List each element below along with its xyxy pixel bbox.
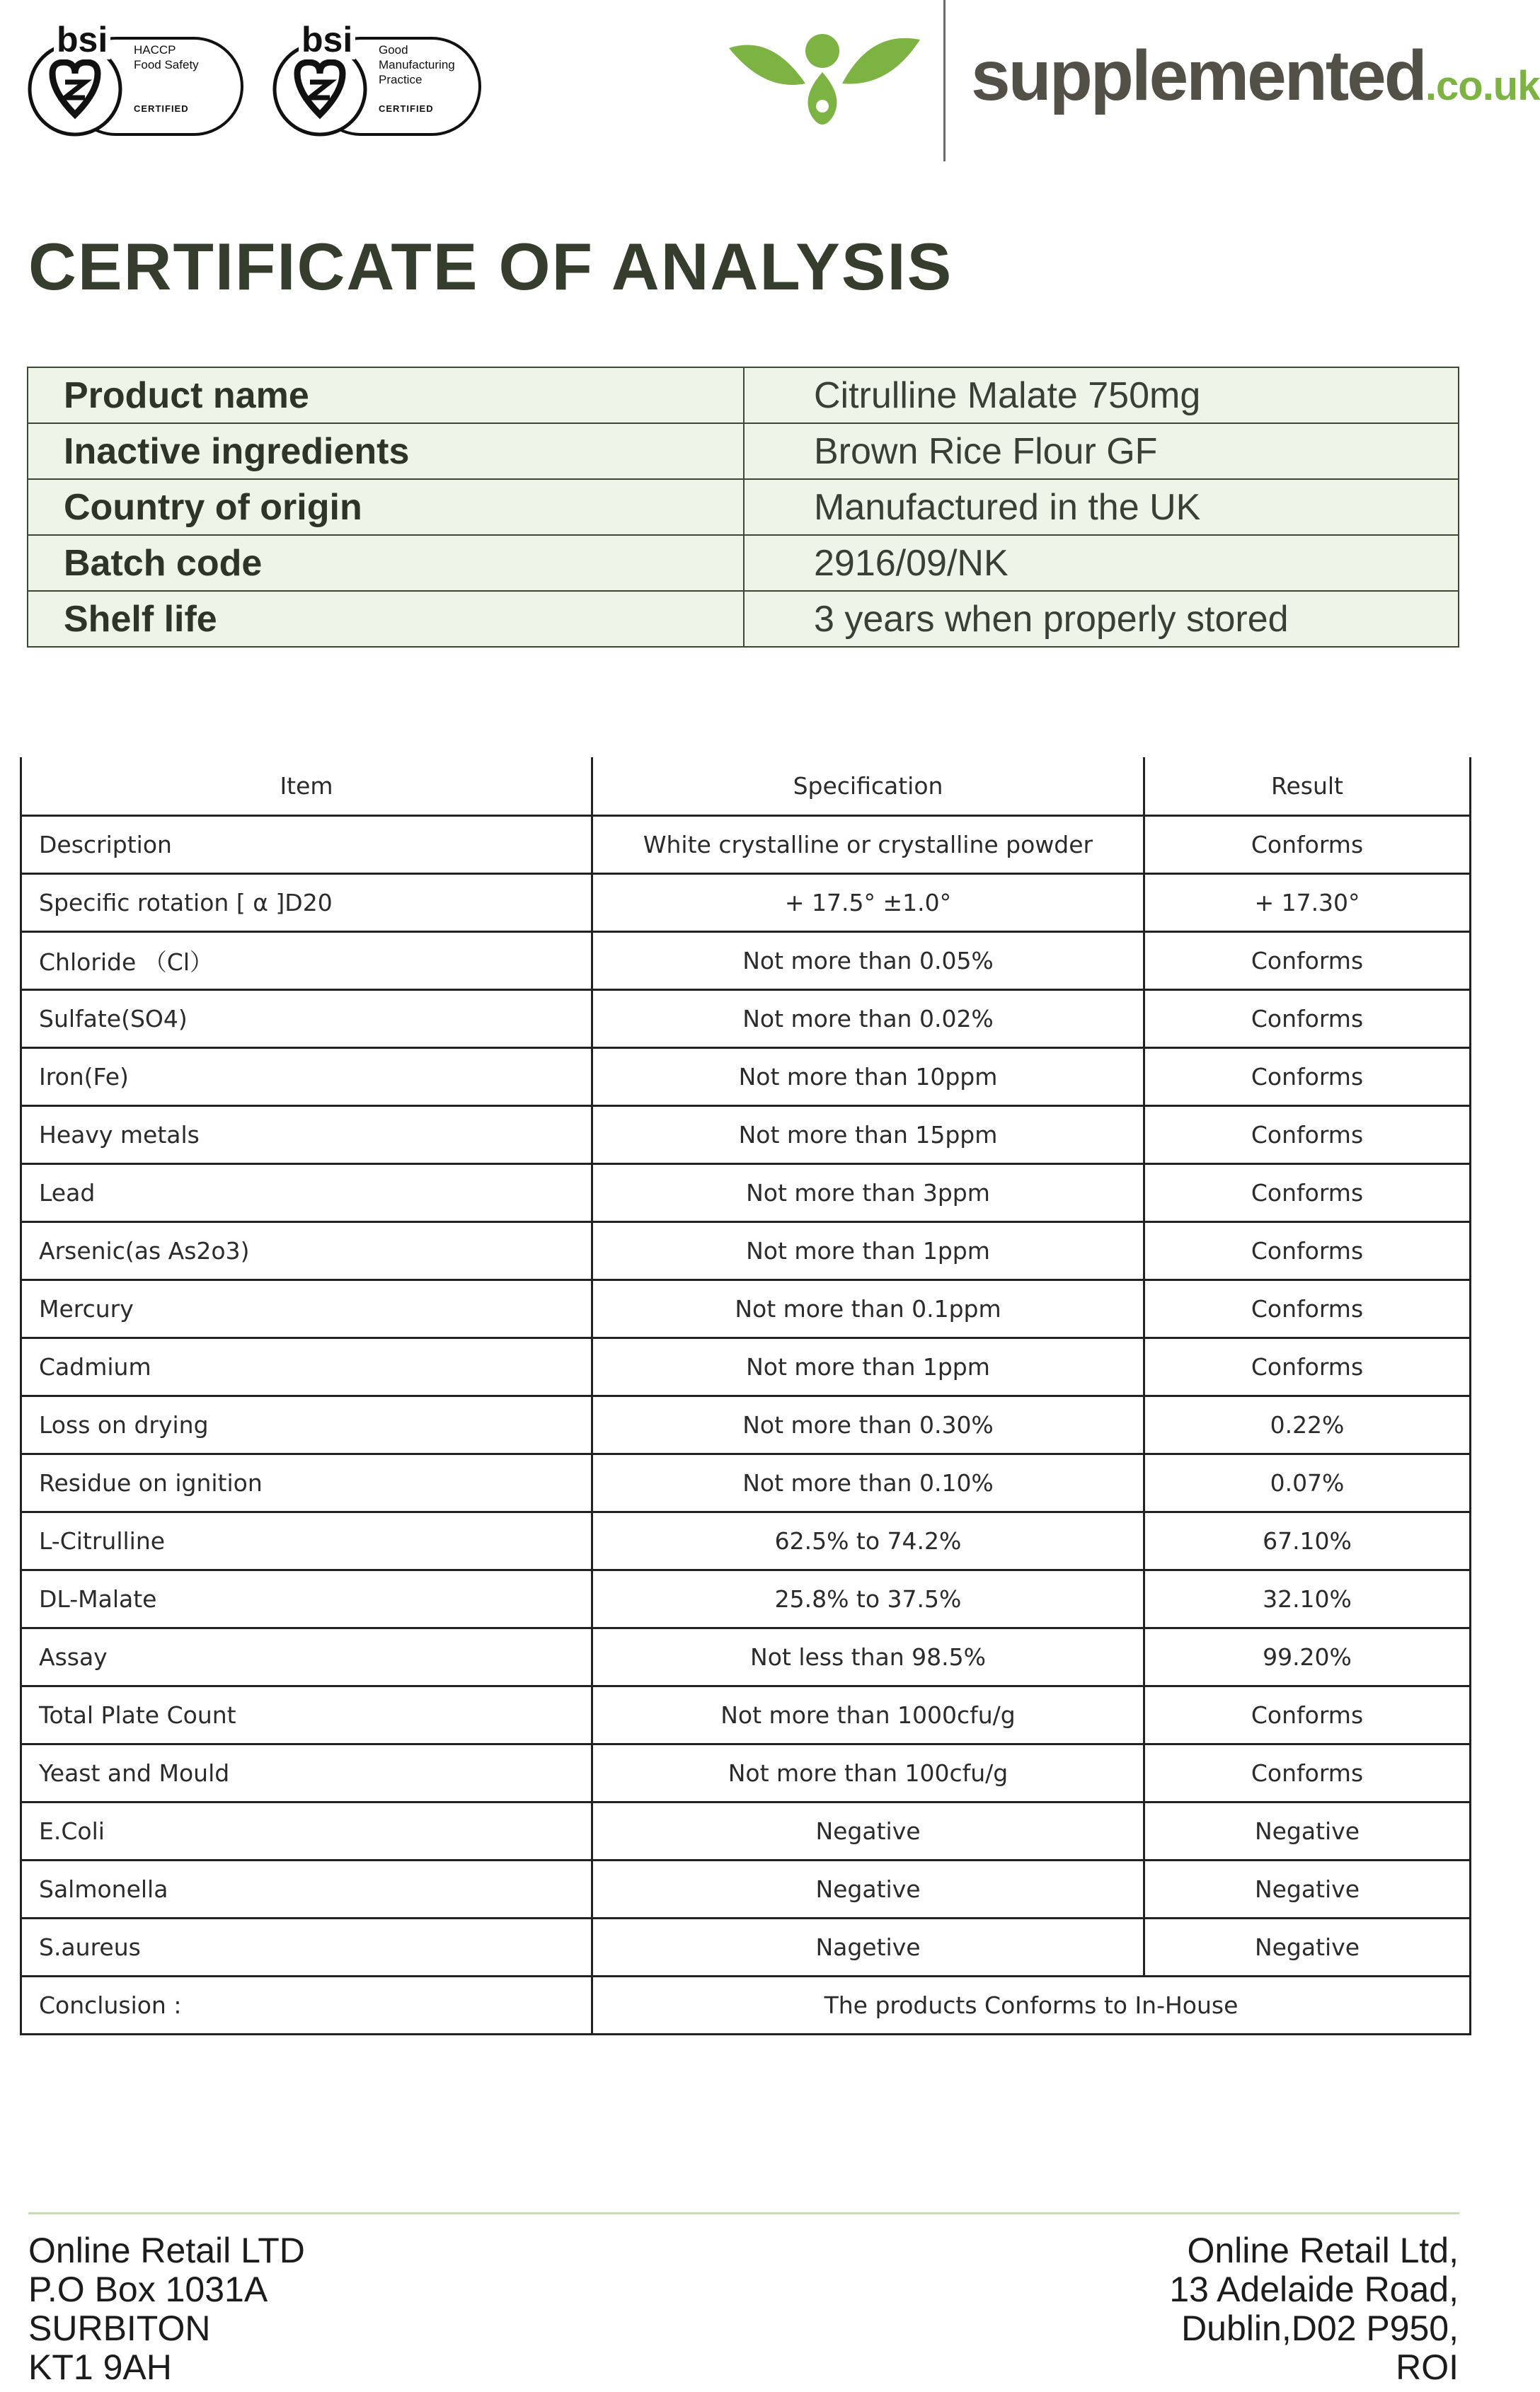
test-result: 0.22%	[1144, 1396, 1471, 1454]
badge-line: Practice	[379, 73, 423, 86]
test-result: Conforms	[1144, 989, 1471, 1047]
badge-caption	[379, 42, 455, 87]
test-specification: 25.8% to 37.5%	[592, 1570, 1144, 1628]
test-specification: Negative	[592, 1802, 1144, 1860]
column-header-item: Item	[21, 757, 592, 815]
badge-line: Good	[379, 43, 408, 57]
test-specification: Not more than 10ppm	[592, 1047, 1144, 1105]
test-item: Assay	[21, 1628, 592, 1686]
test-result: Negative	[1144, 1802, 1471, 1860]
footer-divider	[28, 2212, 1459, 2214]
address-line: KT1 9AH	[28, 2347, 172, 2387]
test-specification: Not more than 0.1ppm	[592, 1280, 1144, 1338]
badge-line: Manufacturing	[379, 58, 455, 71]
test-result: + 17.30°	[1144, 873, 1471, 931]
test-item: Cadmium	[21, 1338, 592, 1396]
table-row	[21, 873, 1471, 931]
test-specification: Not more than 1000cfu/g	[592, 1686, 1144, 1744]
gmp-certification-badge	[269, 20, 481, 136]
test-result: Negative	[1144, 1918, 1471, 1976]
table-row	[21, 989, 1471, 1047]
test-item: Residue on ignition	[21, 1454, 592, 1512]
table-row	[21, 1338, 1471, 1396]
test-result: Conforms	[1144, 931, 1471, 989]
table-row	[21, 1628, 1471, 1686]
bsi-wordmark: bsi	[54, 20, 110, 59]
test-item: L-Citrulline	[21, 1512, 592, 1570]
column-header-result: Result	[1144, 757, 1471, 815]
product-field-value: 3 years when properly stored	[744, 591, 1459, 647]
test-item: DL-Malate	[21, 1570, 592, 1628]
page-title: CERTIFICATE OF ANALYSIS	[28, 229, 953, 304]
badge-certified-label: CERTIFIED	[379, 103, 434, 114]
table-row	[21, 815, 1471, 873]
product-field-label: Inactive ingredients	[28, 423, 744, 479]
table-row	[21, 1570, 1471, 1628]
logo-divider	[943, 0, 946, 161]
test-specification: Not more than 0.02%	[592, 989, 1144, 1047]
test-specification: Not more than 0.10%	[592, 1454, 1144, 1512]
test-item: Description	[21, 815, 592, 873]
table-row	[28, 479, 1459, 535]
address-line: ROI	[1396, 2347, 1459, 2387]
address-line: Online Retail LTD	[28, 2231, 305, 2270]
product-field-value: Brown Rice Flour GF	[744, 423, 1459, 479]
address-line: SURBITON	[28, 2308, 211, 2348]
test-specification: Not more than 0.05%	[592, 931, 1144, 989]
badge-line: Food Safety	[134, 58, 199, 71]
test-result: Conforms	[1144, 1047, 1471, 1105]
test-specification: Negative	[592, 1860, 1144, 1918]
product-field-label: Shelf life	[28, 591, 744, 647]
test-specification: Not more than 1ppm	[592, 1221, 1144, 1280]
table-row	[21, 1163, 1471, 1221]
test-specification: Not more than 3ppm	[592, 1163, 1144, 1221]
test-result: Conforms	[1144, 815, 1471, 873]
brand-name: supplemented	[971, 36, 1425, 115]
product-field-value: Citrulline Malate 750mg	[744, 367, 1459, 423]
test-item: Arsenic(as As2o3)	[21, 1221, 592, 1280]
test-specification: Not more than 0.30%	[592, 1396, 1144, 1454]
table-row	[21, 1280, 1471, 1338]
product-field-label: Product name	[28, 367, 744, 423]
test-result: Conforms	[1144, 1744, 1471, 1802]
address-line: Online Retail Ltd,	[1187, 2231, 1459, 2270]
bsi-wordmark: bsi	[299, 20, 355, 59]
table-row	[28, 367, 1459, 423]
table-row	[21, 1512, 1471, 1570]
table-row	[21, 1221, 1471, 1280]
test-item: Chloride （Cl）	[21, 931, 592, 989]
test-item: Total Plate Count	[21, 1686, 592, 1744]
brand-tld: .co.uk	[1425, 63, 1540, 109]
table-row	[21, 1105, 1471, 1163]
product-info-table	[27, 367, 1459, 648]
test-result: Conforms	[1144, 1163, 1471, 1221]
test-item: Mercury	[21, 1280, 592, 1338]
conclusion-row	[21, 1976, 1471, 2034]
product-field-value: Manufactured in the UK	[744, 479, 1459, 535]
test-specification: Nagetive	[592, 1918, 1144, 1976]
leaf-sprout-icon	[729, 27, 920, 133]
table-row	[21, 931, 1471, 989]
test-item: Iron(Fe)	[21, 1047, 592, 1105]
table-row	[21, 1744, 1471, 1802]
test-specification: + 17.5° ±1.0°	[592, 873, 1144, 931]
ireland-address	[1169, 2231, 1459, 2387]
test-specification: 62.5% to 74.2%	[592, 1512, 1144, 1570]
test-result: Conforms	[1144, 1686, 1471, 1744]
analysis-table	[20, 757, 1471, 2035]
test-specification: Not more than 1ppm	[592, 1338, 1144, 1396]
test-result: Conforms	[1144, 1105, 1471, 1163]
test-result: Conforms	[1144, 1221, 1471, 1280]
conclusion-label: Conclusion :	[21, 1976, 592, 2034]
test-item: Salmonella	[21, 1860, 592, 1918]
column-header-specification: Specification	[592, 757, 1144, 815]
test-result: 67.10%	[1144, 1512, 1471, 1570]
test-item: S.aureus	[21, 1918, 592, 1976]
table-row	[21, 1918, 1471, 1976]
brand-logo	[971, 37, 1540, 125]
table-row	[21, 1454, 1471, 1512]
table-row	[21, 1686, 1471, 1744]
table-row	[21, 1396, 1471, 1454]
test-result: Negative	[1144, 1860, 1471, 1918]
test-specification: Not more than 100cfu/g	[592, 1744, 1144, 1802]
address-line: P.O Box 1031A	[28, 2270, 268, 2309]
test-item: Lead	[21, 1163, 592, 1221]
test-item: E.Coli	[21, 1802, 592, 1860]
badge-certified-label: CERTIFIED	[134, 103, 189, 114]
test-item: Loss on drying	[21, 1396, 592, 1454]
test-item: Specific rotation [ α ]D20	[21, 873, 592, 931]
test-result: 32.10%	[1144, 1570, 1471, 1628]
table-row	[21, 1802, 1471, 1860]
address-line: 13 Adelaide Road,	[1169, 2270, 1459, 2309]
test-specification: Not less than 98.5%	[592, 1628, 1144, 1686]
product-field-value: 2916/09/NK	[744, 535, 1459, 591]
table-row	[28, 591, 1459, 647]
address-line: Dublin,D02 P950,	[1181, 2308, 1459, 2348]
table-header-row	[21, 757, 1471, 815]
badge-line: HACCP	[134, 43, 176, 57]
table-row	[21, 1860, 1471, 1918]
haccp-certification-badge	[24, 20, 243, 136]
uk-address	[28, 2231, 305, 2387]
conclusion-text: The products Conforms to In-House	[592, 1976, 1471, 2034]
test-item: Yeast and Mould	[21, 1744, 592, 1802]
product-field-label: Batch code	[28, 535, 744, 591]
test-result: Conforms	[1144, 1280, 1471, 1338]
test-result: 99.20%	[1144, 1628, 1471, 1686]
badge-caption	[134, 42, 199, 72]
test-result: 0.07%	[1144, 1454, 1471, 1512]
table-row	[28, 535, 1459, 591]
test-specification: Not more than 15ppm	[592, 1105, 1144, 1163]
test-item: Heavy metals	[21, 1105, 592, 1163]
table-row	[21, 1047, 1471, 1105]
test-result: Conforms	[1144, 1338, 1471, 1396]
test-item: Sulfate(SO4)	[21, 989, 592, 1047]
product-field-label: Country of origin	[28, 479, 744, 535]
table-row	[28, 423, 1459, 479]
test-specification: White crystalline or crystalline powder	[592, 815, 1144, 873]
